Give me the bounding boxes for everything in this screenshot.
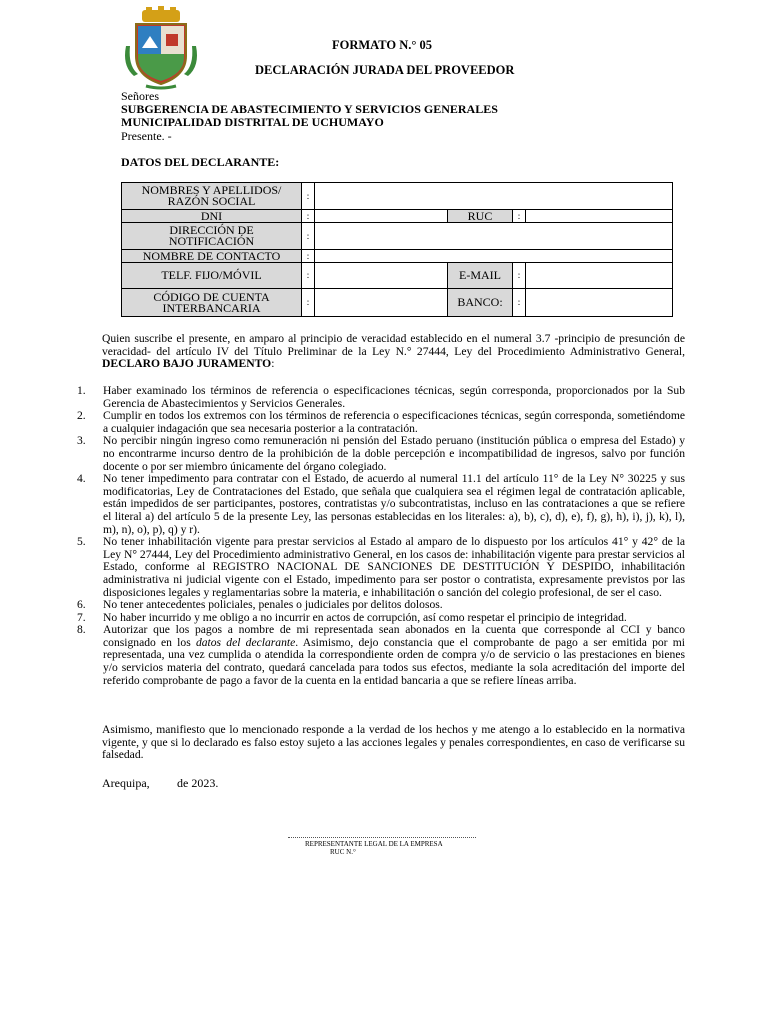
declarant-data-table <box>121 182 673 317</box>
dni-field[interactable] <box>315 210 448 223</box>
list-item: 1. Haber examinado los términos de referencia o especificaciones técnicas, según corresponda, proporcionados por la Sub Gerencia de Abastecimientos y Servicios Generales. <box>77 384 685 410</box>
addressee-municipality: MUNICIPALIDAD DISTRITAL DE UCHUMAYO <box>121 115 384 129</box>
table-row: DIRECCIÓN DE NOTIFICACIÓN : <box>122 223 673 250</box>
table-row: NOMBRES Y APELLIDOS/ RAZÓN SOCIAL : <box>122 183 673 210</box>
intro-paragraph: Quien suscribe el presente, en amparo al principio de veracidad establecido en el numeral 3.7 -principio de presunción de veracidad- del artículo IV del Título Preliminar de la Ley N.° 27444, Ley del Procedimiento Administrativo General, DECLARO BAJO JURAMENTO: <box>102 332 685 371</box>
ruc-field[interactable] <box>526 210 673 223</box>
names-field[interactable] <box>315 183 673 210</box>
signature-title: REPRESENTANTE LEGAL DE LA EMPRESA <box>305 840 443 848</box>
phone-field[interactable] <box>315 263 448 289</box>
date-city: Arequipa, <box>102 776 150 790</box>
format-number: FORMATO N.° 05 <box>332 38 433 52</box>
contact-label: NOMBRE DE CONTACTO <box>122 250 302 263</box>
address-label: DIRECCIÓN DE NOTIFICACIÓN <box>122 223 302 250</box>
table-row: NOMBRE DE CONTACTO : <box>122 250 673 263</box>
contact-field[interactable] <box>315 250 673 263</box>
signature-line <box>288 837 476 838</box>
address-field[interactable] <box>315 223 673 250</box>
document-title: DECLARACIÓN JURADA DEL PROVEEDOR <box>255 63 515 77</box>
names-label: NOMBRES Y APELLIDOS/ RAZÓN SOCIAL <box>122 183 302 210</box>
list-item: 4. No tener impedimento para contratar con el Estado, de acuerdo al numeral 11.1 del artículo 11° de la Ley N° 30225 y sus modificatorias, Ley de Contrataciones del Estado, que señala que cualquiera sea el régimen legal de contratación aplicable, están impedidos de ser participantes, postores, contratistas y/o subcontratistas, incluso en las contrataciones a que se refiere el literal a) del artículo 5 de la presente Ley, las personas establecidas en los literales: a), b), c), d), e), f), g), h), i), j), k), l), m), n), o), p), q) y r). <box>77 472 685 536</box>
list-item: 7. No haber incurrido y me obligo a no incurrir en actos de corrupción, así como respetar el principio de integridad. <box>77 610 627 624</box>
list-item: 6. No tener antecedentes policiales, penales o judiciales por delitos dolosos. <box>77 598 443 612</box>
phone-label: TELF. FIJO/MÓVIL <box>122 263 302 289</box>
table-row: CÓDIGO DE CUENTA INTERBANCARIA : BANCO: : <box>122 289 673 317</box>
addressee-office: SUBGERENCIA DE ABASTECIMIENTO Y SERVICIOS GENERALES <box>121 102 498 116</box>
closing-paragraph: Asimismo, manifiesto que lo mencionado responde a la verdad de los hechos y me atengo a lo establecido en la normativa vigente, y que si lo declarado es falso estoy sujeto a las acciones legales y penales correspondientes, en caso de verificarse su falsedad. <box>102 723 685 762</box>
account-field[interactable] <box>315 289 448 317</box>
presente: Presente. - <box>121 129 172 143</box>
dni-label: DNI <box>122 210 302 223</box>
email-label: E-MAIL <box>448 263 513 289</box>
bank-field[interactable] <box>526 289 673 317</box>
account-label: CÓDIGO DE CUENTA INTERBANCARIA <box>122 289 302 317</box>
municipality-coat-of-arms-logo <box>120 6 202 90</box>
declarations-list <box>77 385 685 687</box>
bank-label: BANCO: <box>448 289 513 317</box>
salutation: Señores <box>121 89 159 103</box>
list-item: 3. No percibir ningún ingreso como remuneración ni pensión del Estado peruano (institución pública o empresa del Estado) y no encontrarme incurso dentro de la prohibición de la doble percepción e incompatibilidad de ingresos, salvo por función docente o por ser miembro únicamente del órgano colegiado. <box>77 434 685 473</box>
email-field[interactable] <box>526 263 673 289</box>
list-item: 5. No tener inhabilitación vigente para prestar servicios al Estado al amparo de lo dispuesto por los artículos 41° y 42° de la Ley N° 27444, Ley del Procedimiento administrativo General, en los casos de: inhabilitación vigente para prestar servicios al Estado, conforme al REGISTRO NACIONAL DE SANCIONES DE DESTITUCIÓN Y DESPIDO, inhabilitación administrativa ni judicial vigente con el Estado, impedimento para ser postor o contratista, expresamente previstos por las disposiciones legales y reglamentarias sobre la materia, e inhabilitación o sanción del colegio profesional, de ser el caso. <box>77 535 685 599</box>
list-item: 2. Cumplir en todos los extremos con los términos de referencia o especificaciones técnicas, según corresponda, sometiéndome a cualquier indagación que sea necesaria posterior a la contratación. <box>77 409 685 435</box>
date-year: de 2023. <box>177 776 219 790</box>
ruc-label: RUC <box>448 210 513 223</box>
list-item: 8. Autorizar que los pagos a nombre de mi representada sean abonados en la cuenta que corresponde al CCI y banco consignado en los datos del declarante. Asimismo, dejo constancia que el comprobante de pago a ser emitida por mi representada, una vez cumplida o atendida la correspondiente orden de compra y/o de servicio o las prestaciones en bienes y/o servicios materia del contrato, quedará cancelada para todos sus efectos, mediante la sola acreditación del importe del referido comprobante de pago a favor de la cuenta en la entidad bancaria a que se refiere líneas arriba. <box>77 623 686 687</box>
table-row: DNI : RUC : <box>122 210 673 223</box>
signature-ruc: RUC N.° <box>330 848 356 856</box>
section-title: DATOS DEL DECLARANTE: <box>121 155 280 169</box>
table-row: TELF. FIJO/MÓVIL : E-MAIL : <box>122 263 673 289</box>
